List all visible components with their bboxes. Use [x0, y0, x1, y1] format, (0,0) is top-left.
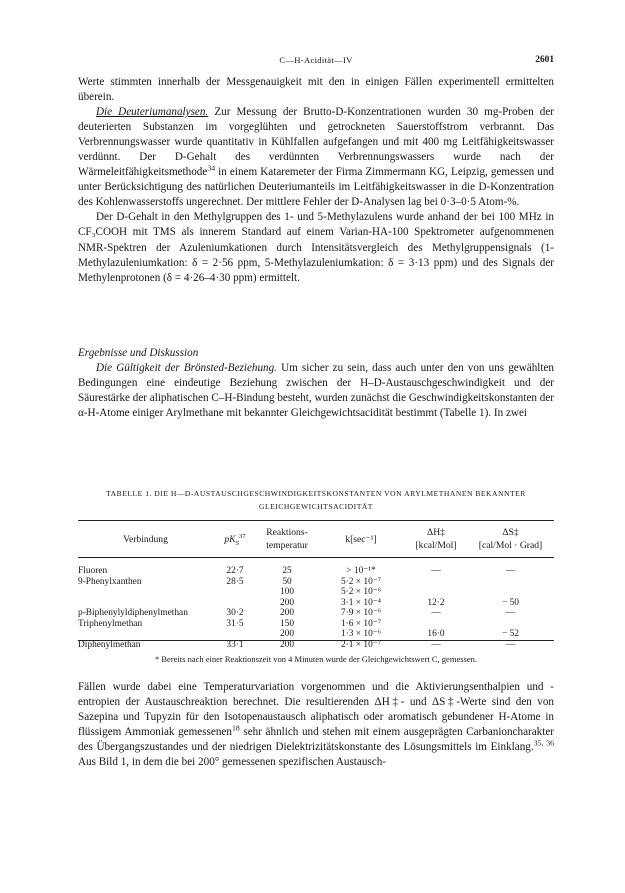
pks-cell: 31·5	[226, 618, 244, 629]
table-top-rule	[78, 520, 554, 521]
table-row	[78, 608, 554, 619]
reference-marker: 34	[207, 163, 216, 173]
temperature-cell: 25	[282, 566, 292, 576]
table-row	[78, 598, 554, 609]
body-text-top	[78, 75, 554, 286]
paragraph-lead: Die Deuteriumanalysen.	[96, 106, 209, 119]
table-header-row	[78, 523, 554, 555]
enthalpy-cell	[405, 587, 467, 598]
entropy-cell	[467, 619, 554, 630]
table-header-rule	[78, 557, 554, 558]
temperature-cell: 50	[282, 576, 292, 587]
enthalpy-cell: 16·0	[427, 629, 445, 639]
exchange-rate-table	[78, 523, 554, 555]
table-row	[78, 629, 554, 640]
pks-cell	[213, 629, 257, 640]
section-title: Ergebnisse und Diskussion	[78, 347, 199, 359]
table-caption-line: TABELLE 1. DIE H—D-AUSTAUSCHGESCHWINDIGKEITSKONSTANTEN VON ARYLMETHANEN BEKANNTER	[106, 489, 526, 498]
paragraph-text: Um sicher zu sein, dass auch unter den von uns gewählten Bedingungen eine eindeutige Beziehung zwischen der H–D-Austauschgeschwindigkeit und der Säurestärke der aliphatischen C–H-Bindung besteht, wurden zunächst die Geschwindigkeitskonstanten der α-H-Atome einiger Arylmethane mit bekannter Gleichgewichtsacidität bestimmt (Tabelle 1). In zwei	[78, 362, 554, 420]
table-caption	[78, 488, 554, 513]
paragraph-nmr-method: Der D-Gehalt in den Methylgruppen des 1- und 5-Methylazulens wurde anhand der bei 100 MHz in CF₃COOH mit TMS als innerem Standard auf einem Varian-HA-100 Spektrometer aufgenommenen NMR-Spektren der Azuleniumkationen durch Intensitätsvergleich des Methylgruppensignals (1-Methylazuleniumkation: δ = 2·56 ppm, 5-Methylazuleniumkation: δ = 3·13 ppm) und des Signals der Methylenprotonen (δ = 4·26–4·30 ppm) ermittelt.	[78, 211, 554, 284]
body-text-results	[78, 361, 554, 421]
enthalpy-cell: —	[431, 566, 441, 576]
compound-cell: Diphenylmethan	[78, 639, 141, 650]
paragraph-activation	[78, 680, 554, 770]
header-temperature: Reaktions- temperatur	[266, 527, 308, 551]
header-pks: $pK_S^{37}$	[224, 532, 246, 547]
temperature-cell: 200	[279, 639, 295, 650]
paragraph-lead: Die Gültigkeit der Brönsted-Beziehung.	[96, 362, 277, 374]
pks-cell: 33·1	[226, 639, 244, 650]
rate-constant-cell: 5·2 × 10⁻⁷	[340, 576, 382, 587]
header-enthalpy: ΔH‡ [kcal/Mol]	[415, 527, 457, 551]
table-row	[78, 640, 554, 651]
rate-constant-cell: 7·9 × 10⁻⁶	[340, 608, 382, 618]
table-bottom-rule	[78, 640, 554, 641]
rate-constant-cell: 2·1 × 10⁻⁷	[340, 639, 382, 650]
rate-constant-cell: > 10⁻¹*	[346, 566, 376, 576]
rate-constant-cell: 1·3 × 10⁻⁶	[340, 629, 382, 639]
paragraph-text: Fällen wurde dabei eine Temperaturvariation vorgenommen und die Aktivierungsenthalpien und -entropien der Austauschreaktion berechnet. Die resultierenden ΔH‡- und ΔS‡-Werte sind den von Sazepina und Tupyzin für den Isotopenaustausch aliphatisch oder aromatisch gebundener H-Atome in flüssigem Ammoniak gemessenen	[78, 681, 554, 739]
pks-cell: 22·7	[226, 566, 244, 576]
running-header	[78, 55, 554, 69]
header-rate-constant: k[sec⁻¹]	[345, 533, 377, 545]
table-caption-line: GLEICHGEWICHTSACIDITÄT	[259, 501, 373, 511]
pks-cell	[213, 587, 257, 598]
rate-constant-cell: 3·1 × 10⁻⁴	[340, 597, 382, 608]
temperature-cell: 200	[279, 597, 295, 608]
paragraph-text: sehr ähnlich und stehen mit einem ausgeprägten Carbanioncharakter des Übergangszustandes und der niedrigen Dielektrizitätskonstante des Lösungsmittels im Einklang.	[78, 726, 555, 754]
body-text-bottom	[78, 680, 554, 770]
compound-cell: 9-Phenylxanthen	[78, 576, 142, 587]
table-row	[78, 619, 554, 630]
enthalpy-cell: —	[431, 608, 441, 618]
table-row	[78, 566, 554, 577]
compound-cell	[78, 587, 213, 598]
enthalpy-cell: —	[431, 639, 441, 650]
exchange-rate-table-body	[78, 566, 554, 650]
table-footnote: * Bereits nach einer Reaktionszeit von 4 Minuten wurde der Gleichgewichtswert C, gemessen.	[155, 654, 477, 664]
entropy-cell: − 52	[501, 629, 519, 639]
enthalpy-cell: 12·2	[427, 597, 445, 608]
pks-cell: 28·5	[226, 576, 244, 587]
entropy-cell: —	[505, 639, 516, 650]
compound-cell	[78, 629, 213, 640]
temperature-cell: 200	[279, 608, 295, 618]
paragraph-text: Aus Bild 1, in dem die bei 200° gemessenen spezifischen Austausch-	[78, 756, 386, 769]
page-number: 2601	[535, 55, 554, 65]
entropy-cell: —	[505, 566, 516, 576]
table-row	[78, 587, 554, 598]
enthalpy-cell	[405, 619, 467, 630]
entropy-cell	[467, 577, 554, 588]
table-row	[78, 577, 554, 588]
reference-marker: 35, 36	[533, 738, 554, 748]
entropy-cell: —	[505, 608, 516, 618]
rate-constant-cell: 1·6 × 10⁻⁷	[340, 618, 382, 629]
temperature-cell: 100	[279, 587, 295, 597]
compound-cell: Triphenylmethan	[78, 618, 143, 629]
rate-constant-cell: 5·2 × 10⁻⁶	[340, 587, 382, 597]
entropy-cell	[467, 587, 554, 598]
paragraph-deuterium-analysis	[78, 105, 554, 210]
running-title: C—H-Acidität—IV	[279, 55, 353, 65]
pks-cell	[213, 598, 257, 609]
paragraph-continuation: Werte stimmten innerhalb der Messgenauigkeit mit den in einigen Fällen experimentell ermittelten überein.	[78, 76, 554, 104]
temperature-cell: 200	[279, 629, 295, 639]
header-compound: Verbindung	[123, 533, 168, 545]
enthalpy-cell	[405, 577, 467, 588]
entropy-cell: − 50	[501, 597, 519, 608]
compound-cell	[78, 598, 213, 609]
header-entropy: ΔS‡ [cal/Mol · Grad]	[478, 527, 543, 551]
pks-cell: 30·2	[226, 608, 244, 618]
compound-cell: p-Biphenylyldiphenylmethan	[78, 608, 188, 618]
paragraph-text: in einem Kataremeter der Firma Zimmermann KG, Leipzig, gemessen und unter Berücksichtigung des natürlichen Deuteriumanteils im Leitfähigkeitswasser in die D-Konzentration des Kohlenwasserstoffs ungerechnet. Der mittlere Fehler der D-Analysen lag bei 0·3–0·5 Atom-%.	[78, 166, 554, 209]
compound-cell: Fluoren	[78, 566, 108, 576]
paragraph-bronsted	[78, 361, 554, 421]
temperature-cell: 150	[279, 618, 295, 629]
paragraph-text: Zur Messung der Brutto-D-Konzentrationen wurden 30 mg-Proben der deuterierten Substanzen im vorgeglühten und getrockneten Sauerstoffstrom verbrannt. Das Verbrennungswasser wurde quantitativ in Kühlfallen aufgefangen und mit 400 mg Leitfähigkeitswasser verdünnt. Der D-Gehalt des verdünnten Verbrennungswassers wurde nach der Wärmeleitfähigkeitsmethode	[78, 106, 554, 179]
reference-marker: 18	[231, 723, 240, 733]
